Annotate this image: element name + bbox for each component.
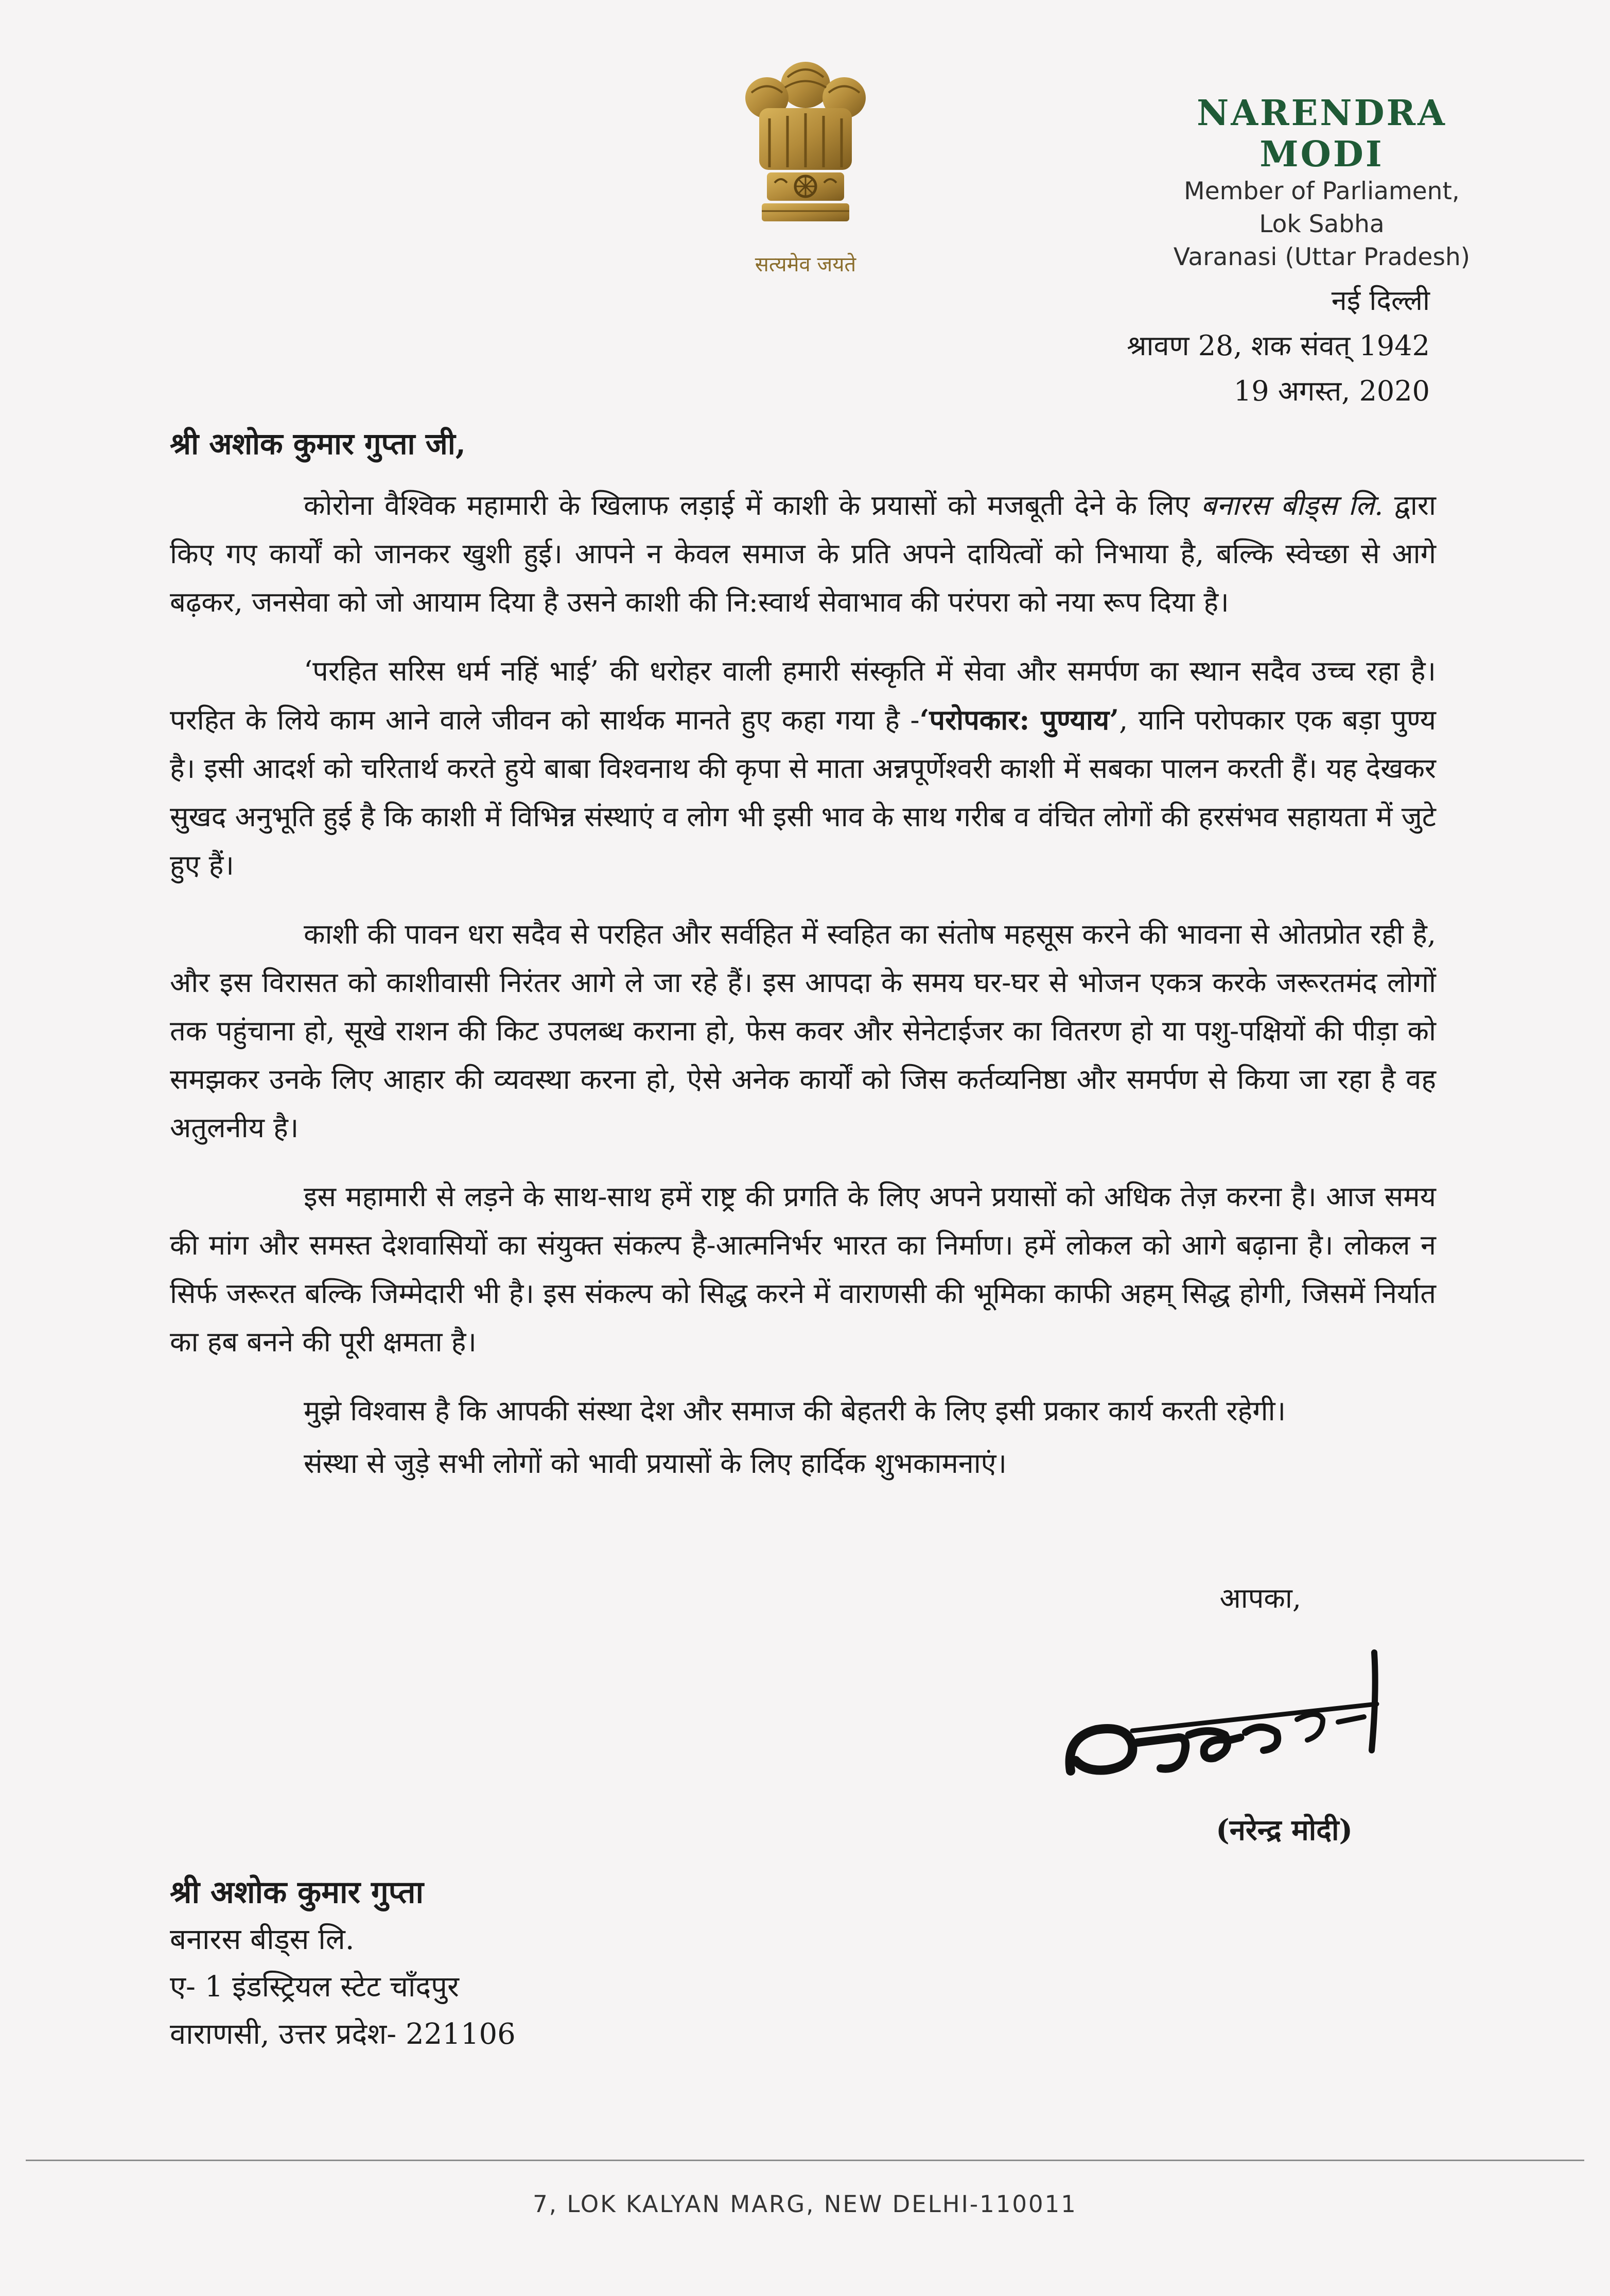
paragraph-2-text-b: , यानि परोपकार एक बड़ा पुण्य है। इसी आदर्श को चरितार्थ करते हुये बाबा विश्वनाथ की कृपा से माता अन्नपूर्णेश्वरी काशी में सबका पालन करती हैं। यह देखकर सुखद अनुभूति हुई है कि काशी में विभिन्न संस्थाएं व लोग भी इसी भाव के साथ गरीब व वंचित लोगों की हरसंभव सहायता में जुटे हुए हैं।: [170, 704, 1436, 881]
paragraph-5: मुझे विश्वास है कि आपकी संस्था देश और समाज की बेहतरी के लिए इसी प्रकार कार्य करती रहेगी।: [304, 1395, 1286, 1427]
paragraph-2-text-a: ‘परहित सरिस धर्म नहिं भाई’ की धरोहर वाली हमारी संस्कृति में सेवा और समर्पण का स्थान सदैव उच्च रहा है। परहित के लिये काम आने वाले जीवन को सार्थक मानते हुए कहा गया है -: [170, 655, 1436, 736]
closing: आपका,: [1219, 1582, 1301, 1614]
paragraph-1-text-a: कोरोना वैश्विक महामारी के खिलाफ लड़ाई में काशी के प्रयासों को मजबूती देने के लिए: [304, 489, 1201, 521]
salutation: श्री अशोक कुमार गुप्ता जी,: [170, 426, 466, 461]
recipient-name: श्री अशोक कुमार गुप्ता: [170, 1874, 424, 1910]
sender-title: Member of Parliament,: [1184, 177, 1460, 205]
paragraph-2: [170, 647, 1436, 890]
recipient-address-line1: ए- 1 इंडस्ट्रियल स्टेट चाँदपुर: [170, 1970, 459, 2004]
national-emblem: [731, 57, 880, 276]
letter-date: 19 अगस्त, 2020: [1233, 375, 1430, 407]
sender-constituency: Varanasi (Uttar Pradesh): [1173, 243, 1471, 271]
signature: [1055, 1632, 1426, 1802]
signatory-name: (नरेन्द्र मोदी): [1216, 1813, 1353, 1847]
recipient-address: [170, 1869, 516, 2058]
letterhead: [1142, 93, 1502, 274]
paragraph-4: इस महामारी से लड़ने के साथ-साथ हमें राष्ट्र की प्रगति के लिए अपने प्रयासों को अधिक तेज़ करना है। आज समय की मांग और समस्त देशवासियों का संयुक्त संकल्प है-आत्मनिर्भर भारत का निर्माण। हमें लोकल को आगे बढ़ाना है। लोकल न सिर्फ जरूरत बल्कि जिम्मेदारी भी है। इस संकल्प को सिद्ध करने में वाराणसी की भूमिका काफी अहम् सिद्ध होगी, जिसमें निर्यात का हब बनने की पूरी क्षमता है।: [170, 1180, 1436, 1358]
footer-divider: [26, 2160, 1584, 2161]
recipient-company: बनारस बीड्स लि.: [170, 1923, 355, 1956]
sender-house: Lok Sabha: [1259, 210, 1385, 238]
paragraph-1: [170, 481, 1436, 627]
quote-bold: ‘परोपकार: पुण्याय’: [919, 703, 1119, 736]
footer-address: 7, LOK KALYAN MARG, NEW DELHI-110011: [533, 2190, 1077, 2218]
handwritten-signature-icon: [1055, 1632, 1426, 1802]
letter-body: [170, 481, 1436, 1508]
paragraph-6: संस्था से जुड़े सभी लोगों को भावी प्रयासों के लिए हार्दिक शुभकामनाएं।: [304, 1447, 1007, 1480]
letter-place: नई दिल्ली: [1331, 284, 1430, 317]
paragraph-3: काशी की पावन धरा सदैव से परहित और सर्वहित में स्वहित का संतोष महसूस करने की भावना से ओतप्रोत रही है, और इस विरासत को काशीवासी निरंतर आगे ले जा रहे हैं। इस आपदा के समय घर-घर से भोजन एकत्र करके जरूरतमंद लोगों तक पहुंचाना हो, सूखे राशन की किट उपलब्ध कराना हो, फेस कवर और सेनेटाईजर का वितरण हो या पशु-पक्षियों की पीड़ा को समझकर उनके लिए आहार की व्यवस्था करना हो, ऐसे अनेक कार्यों को जिस कर्तव्यनिष्ठा और समर्पण से किया जा रहा है वह अतुलनीय है।: [170, 918, 1436, 1144]
sender-name: NARENDRA MODI: [1197, 93, 1447, 175]
emblem-motto: सत्यमेव जयते: [755, 253, 856, 276]
recipient-address-line2: वाराणसी, उत्तर प्रदेश- 221106: [170, 2017, 516, 2051]
letter-date-saka: श्रावण 28, शक संवत् 1942: [1127, 329, 1430, 362]
ashoka-lion-capital-icon: [731, 57, 880, 247]
company-name-italic: बनारस बीड्स लि.: [1200, 489, 1384, 521]
paragraph-1-text-b: द्वारा किए गए कार्यों को जानकर खुशी हुई। आपने न केवल समाज के प्रति अपने दायित्वों को निभाया है, बल्कि स्वेच्छा से आगे बढ़कर, जनसेवा को जो आयाम दिया है उसने काशी की नि:स्वार्थ सेवाभाव की परंपरा को नया रूप दिया है।: [170, 489, 1436, 618]
date-block: [1127, 278, 1430, 414]
